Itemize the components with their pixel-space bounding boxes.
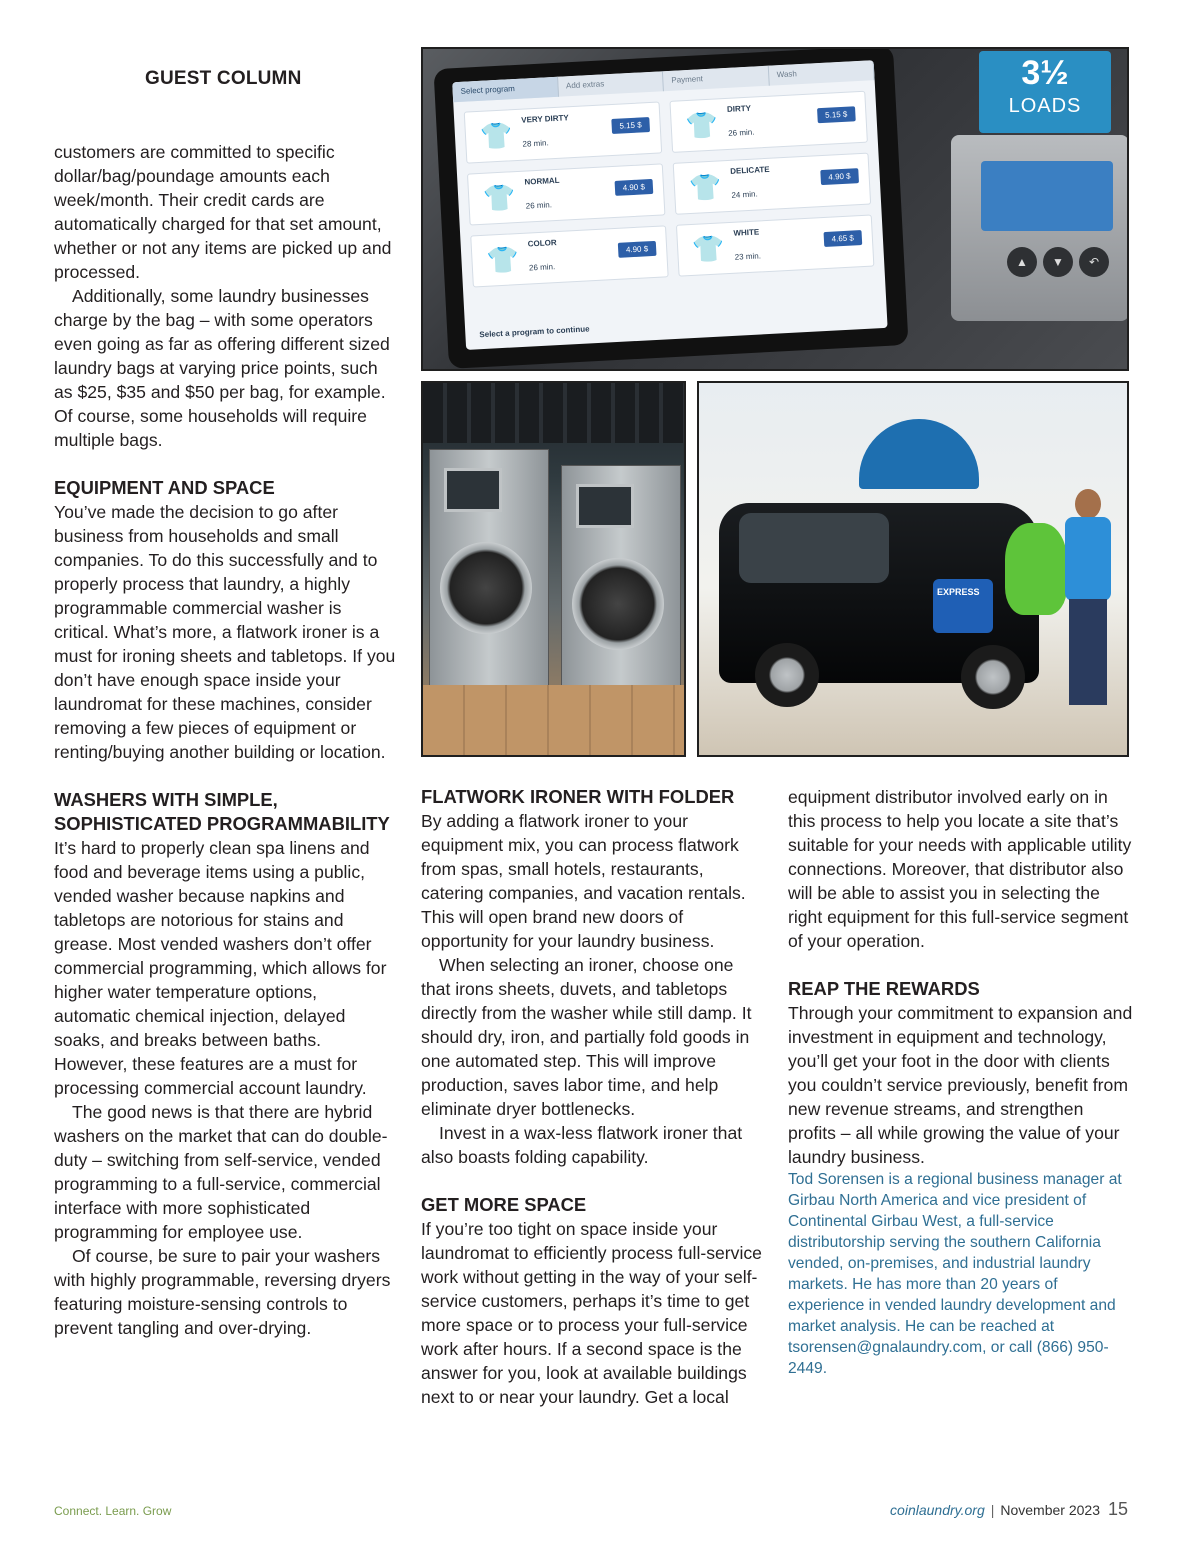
tile-floor [423,685,684,755]
paragraph: By adding a flatwork ironer to your equipment mix, you can process flatwork from spas, small hotels, restaurants, catering companies, and vacation rentals. This will open brand new doors of opportunity for your laundry business. [421,811,746,951]
heading-flatwork-ironer: FLATWORK IRONER WITH FOLDER [421,786,735,807]
car-wheel [961,645,1025,709]
program-card [464,101,662,163]
program-time: 26 min. [525,200,553,211]
back-icon: ↶ [1079,247,1109,277]
paragraph: equipment distributor involved early on in this process to help you locate a site that’s suitable for your needs with applicable utility connections. Moreover, that distributor also will be able to assist you in selecting the right equipment for this full-service segment of your operation. [788,787,1132,951]
shirt-icon: 👕 [688,171,723,204]
coin-payment-panel [951,135,1129,321]
attendant [1061,489,1115,709]
program-price: 4.65 $ [823,230,862,247]
footer-separator: | [990,1502,995,1518]
paragraph: Of course, be sure to pair your washers with highly programmable, reversing dryers featuring moisture-sensing controls to prevent tangling and over-drying. [54,1246,391,1338]
program-price: 4.90 $ [618,241,657,258]
washer [429,449,549,699]
program-card [467,163,665,225]
program-time: 28 min. [522,138,549,149]
step-label: Select program [452,77,558,102]
payment-display [981,161,1113,231]
touchscreen-bezel [433,47,908,369]
blue-awning [859,419,979,489]
program-name: DELICATE [729,164,770,176]
footer-info [890,1502,1100,1518]
program-name: COLOR [527,238,557,249]
shirt-icon: 👕 [482,182,517,214]
paragraph: Additionally, some laundry businesses charge by the bag – with some operators even going as far as offering different sized laundry bags at varying price points, such as $25, $35 and $50 per bag, for example. Of course, some households will require multiple bags. [54,286,390,450]
program-name: DIRTY [726,103,752,114]
photo-laundry-pickup [697,381,1129,757]
touchscreen-display [452,60,887,350]
paragraph: You’ve made the decision to go after business from households and small companies. To do this successfully and to properly process that laundry, a highly programmable commercial washer is critical. What’s more, a flatwork ironer is a must for ironing sheets and tabletops. If you don’t have enough space inside your laundromat for these machines, consider removing a few pieces of equipment or renting/buying another building or location. [54,502,396,762]
paragraph: customers are committed to specific dollar/bag/poundage amounts each week/month. Their credit cards are automatically charged for that set amount, whether or not any items are picked up and processed. [54,142,392,282]
loads-sign-text: LOADS [1008,95,1082,117]
chevron-up-icon: ▲ [1007,247,1037,277]
program-name: VERY DIRTY [521,113,570,125]
footer-tagline: Connect. Learn. Grow [54,1504,172,1518]
paragraph: When selecting an ironer, choose one that irons sheets, duvets, and tabletops directly from the washer while still damp. It should dry, iron, and partially fold goods in one automated step. This will improve production, saves labor time, and help eliminate dryer bottlenecks. [421,955,752,1119]
section-label: GUEST COLUMN [145,68,302,89]
article-column-2 [421,785,766,1409]
program-card [470,225,668,287]
paragraph: The good news is that there are hybrid washers on the market that can do double-duty – switching from self-service, vended programming to a full-service, commercial interface with more sophisticated programming for employee use. [54,1102,388,1242]
page-number: 15 [1107,1499,1128,1519]
heading-washers: WASHERS WITH SIMPLE, SOPHISTICATED PROGRAMMABILITY [54,789,390,834]
article-column-3 [788,785,1133,1379]
photo-touchscreen-washer [421,47,1129,371]
chevron-down-icon: ▼ [1043,247,1073,277]
footer-date: November 2023 [1000,1502,1100,1518]
washer [561,465,681,715]
car-wheel [755,643,819,707]
program-card [673,153,871,215]
program-name: WHITE [733,227,760,238]
ceiling [423,383,684,443]
program-time: 26 min. [727,127,755,138]
article-column-1 [54,140,396,1340]
program-name: NORMAL [524,175,560,187]
shirt-icon: 👕 [685,109,719,142]
program-time: 24 min. [731,189,758,200]
author-bio: Tod Sorensen is a regional business manager at Girbau North America and vice president of Continental Girbau West, a full-service distributorship serving the southern California vended, on-premises, and industrial laundry markets. He has more than 20 years of experience in vended laundry development and market analysis. He can be reached at tsorensen@gnalaundry.com, or call (866) 950-2449. [788,1171,1122,1377]
paragraph: Through your commitment to expansion and investment in equipment and technology, you’ll get your foot in the door with clients you couldn’t service previously, benefit from new revenue streams, and strengthen profits – all while growing the value of your laundry business. [788,1003,1133,1167]
program-card [669,91,867,153]
loads-sign-number: 3½ [1021,54,1069,92]
program-price: 4.90 $ [614,179,653,196]
loads-sign [979,51,1111,133]
step-label: Wash [768,60,874,85]
shirt-icon: 👕 [485,244,520,276]
washer-door [440,542,532,634]
program-price: 5.15 $ [817,106,856,123]
program-card [676,215,874,277]
program-time: 26 min. [528,262,556,273]
paragraph: Invest in a wax-less flatwork ironer that also boasts folding capability. [421,1123,743,1167]
washer-control-panel [444,468,502,512]
shirt-icon: 👕 [479,120,514,152]
heading-reap-the-rewards: REAP THE REWARDS [788,978,980,999]
heading-equipment-and-space: EQUIPMENT AND SPACE [54,477,275,498]
washer-door [572,558,664,650]
footer-site-link[interactable]: coinlaundry.org [890,1502,985,1518]
program-price: 5.15 $ [611,117,650,134]
shirt-icon: 👕 [691,233,726,265]
bag-label: EXPRESS [937,587,980,597]
screen-instruction: Select a program to continue [479,324,590,340]
step-label: Add extras [558,71,664,96]
photo-laundromat-washers [421,381,686,757]
step-label: Payment [663,66,769,91]
car-window [739,513,889,583]
heading-get-more-space: GET MORE SPACE [421,1194,587,1215]
paragraph: If you’re too tight on space inside your laundromat to efficiently process full-service work without getting in the way of your self-service customers, perhaps it’s time to get more space or to process your full-service work after hours. If a second space is the answer for you, look at available buildings next to or near your laundry. Get a local [421,1219,762,1407]
program-time: 23 min. [734,251,762,262]
program-price: 4.90 $ [820,168,859,185]
washer-control-panel [576,484,634,528]
laundry-bag-blue [933,579,993,633]
laundry-bag-green [1005,523,1067,615]
paragraph: It’s hard to properly clean spa linens and food and beverage items using a public, vended washer because napkins and tabletops are notorious for stains and grease. Most vended washers don’t offer commercial programming, which allows for higher water temperature options, automatic chemical injection, delayed soaks, and breaks between baths. However, these features are a must for processing commercial account laundry. [54,838,387,1098]
